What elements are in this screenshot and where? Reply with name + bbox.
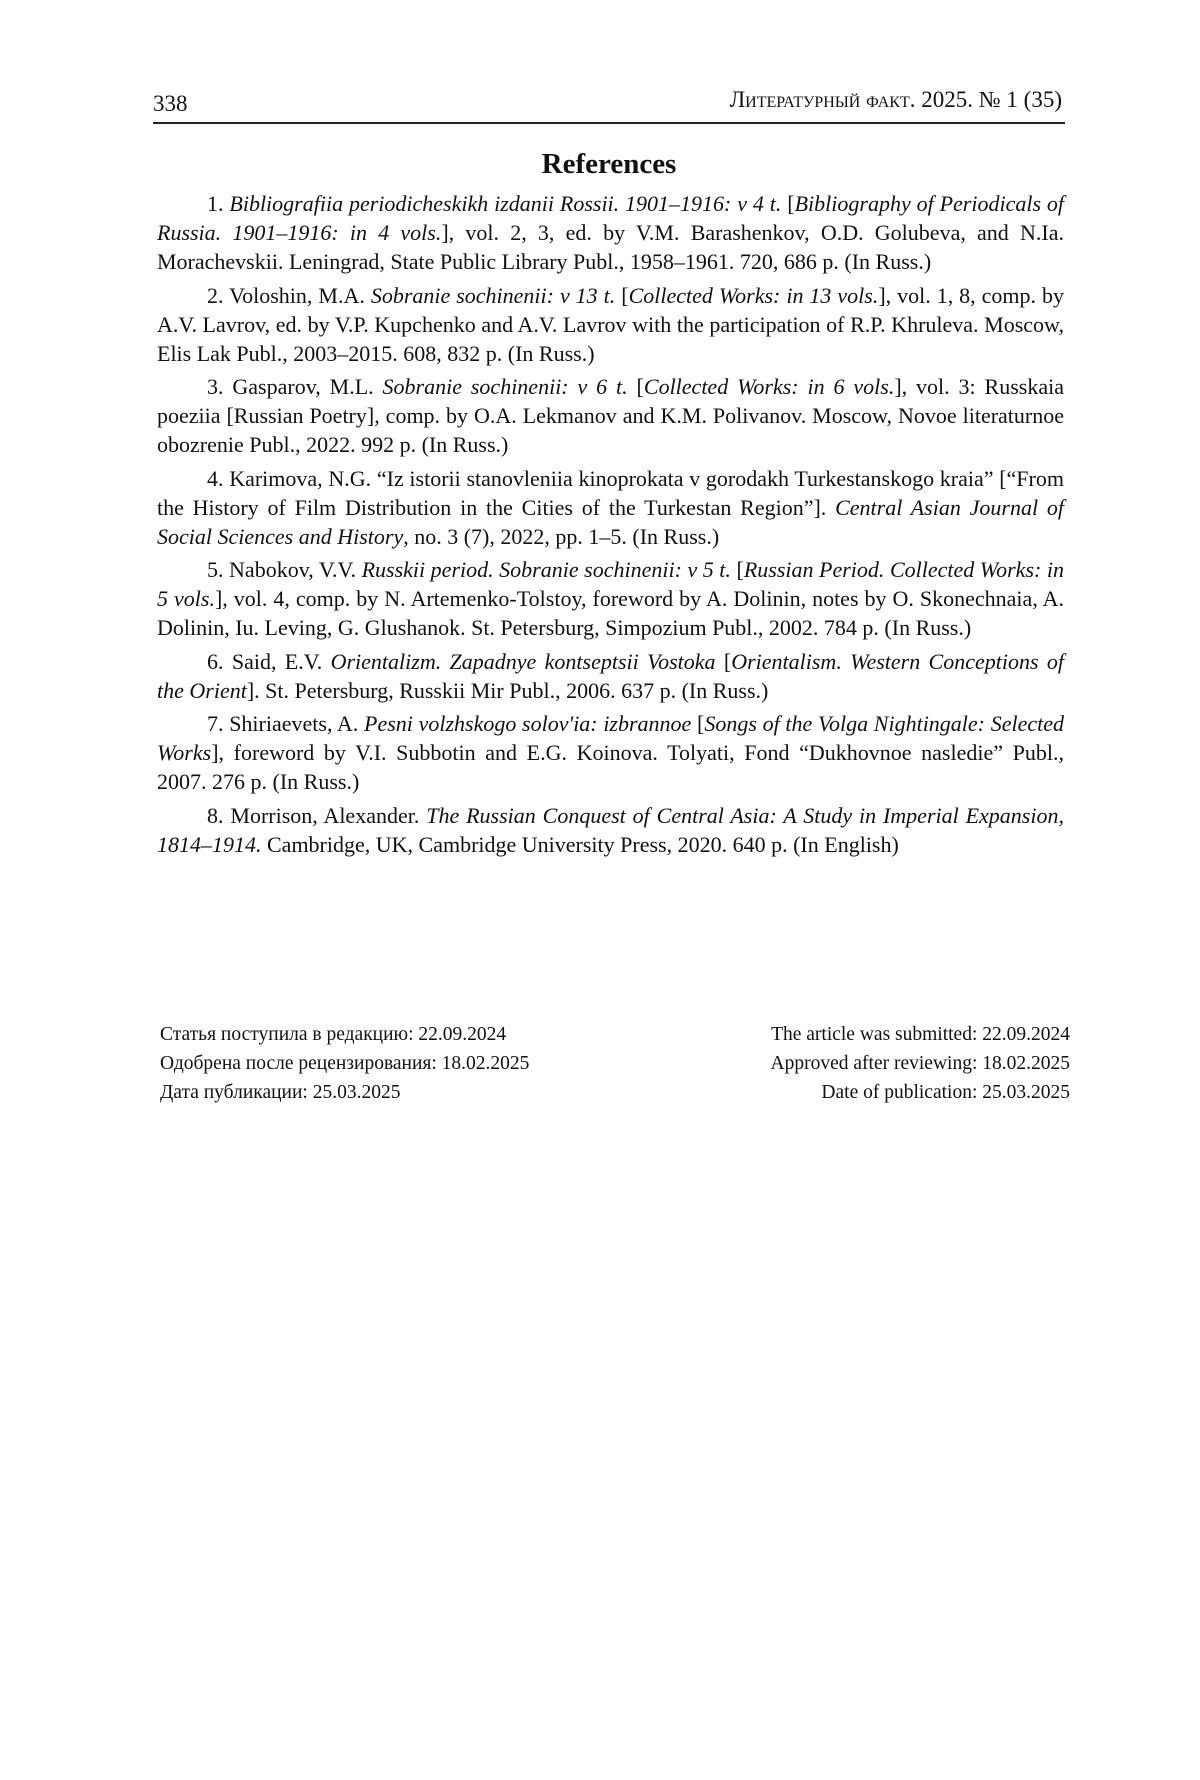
page-header xyxy=(153,85,1065,119)
reference-title: Central Asian Journal of Social Sciences and History xyxy=(157,494,1064,549)
reference-details: ], foreword by V.I. Subbotin and E.G. Koinova. Tolyati, Fond “Dukhovnoe nasledie” Publ., 2007. 276 p. (In Russ.) xyxy=(157,740,1064,794)
reference-author: Voloshin, M.A. xyxy=(223,282,371,308)
reference-bracket: [ xyxy=(715,648,732,674)
reference-item xyxy=(157,281,1064,368)
approved-date-en: Approved after reviewing: 18.02.2025 xyxy=(770,1053,1070,1074)
reference-details: , no. 3 (7), 2022, pp. 1–5. (In Russ.) xyxy=(403,523,720,549)
reference-item xyxy=(157,464,1064,551)
reference-translation: Bibliography of Periodicals of Russia. 1901–1916: in 4 vols. xyxy=(157,191,1064,245)
reference-translation: Orientalism. Western Conceptions of the Orient xyxy=(157,648,1064,703)
reference-number: 1. xyxy=(207,191,224,216)
reference-number: 5. xyxy=(207,557,224,582)
reference-title: Orientalizm. Zapadnye kontseptsii Vostoka xyxy=(330,648,716,674)
references-list xyxy=(157,189,1064,863)
reference-author: Gasparov, M.L. xyxy=(223,374,383,399)
reference-bracket: [ xyxy=(730,557,744,582)
header-rule xyxy=(153,122,1065,124)
reference-bracket: [ xyxy=(615,282,629,308)
reference-details: Cambridge, UK, Cambridge University Press, 2020. 640 p. (In English) xyxy=(261,831,899,857)
reference-author: Nabokov, V.V. xyxy=(223,557,362,582)
published-date-ru: Дата публикации: 25.03.2025 xyxy=(160,1082,401,1103)
reference-title: Sobranie sochinenii: v 13 t. xyxy=(370,282,616,308)
reference-item xyxy=(157,189,1064,276)
journal-name: Литературный факт xyxy=(729,87,910,112)
published-date-en: Date of publication: 25.03.2025 xyxy=(821,1082,1070,1103)
reference-title: Sobranie sochinenii: v 6 t. xyxy=(382,374,628,399)
page-number: 338 xyxy=(153,91,188,116)
reference-author: Karimova, N.G. “Iz istorii stanovleniia kinoprokata v gorodakh Turkestanskogo kraia” [“From the History of Film Distribution in the Cities of the Turkestan Region”]. xyxy=(157,465,1064,520)
references-heading: References xyxy=(541,148,677,180)
reference-item xyxy=(157,555,1064,642)
reference-bracket: [ xyxy=(627,374,644,399)
reference-number: 7. xyxy=(207,711,224,736)
submitted-date-ru: Статья поступила в редакцию: 22.09.2024 xyxy=(160,1024,507,1045)
reference-details: ], vol. 1, 8, comp. by A.V. Lavrov, ed. by V.P. Kupchenko and A.V. Lavrov with the participation of R.P. Khruleva. Moscow, Elis Lak Publ., 2003–2015. 608, 832 p. (In Russ.) xyxy=(157,282,1064,366)
reference-translation: Collected Works: in 13 vols. xyxy=(628,282,879,308)
reference-item xyxy=(157,647,1064,705)
reference-title: Russkii period. Sobranie sochinenii: v 5 t. xyxy=(361,557,731,582)
reference-details: ]. St. Petersburg, Russkii Mir Publ., 2006. 637 p. (In Russ.) xyxy=(246,677,769,703)
reference-item xyxy=(157,709,1064,796)
reference-bracket: [ xyxy=(691,711,705,736)
reference-title: Bibliografiia periodicheskikh izdanii Rossii. 1901–1916: v 4 t. xyxy=(229,191,782,216)
reference-author: Said, E.V. xyxy=(223,648,331,674)
journal-title xyxy=(730,87,1062,113)
reference-number: 2. xyxy=(207,282,224,308)
reference-author: Morrison, Alexander. xyxy=(223,802,427,828)
reference-translation: Collected Works: in 6 vols. xyxy=(643,374,895,399)
reference-item xyxy=(157,801,1064,859)
reference-title: Pesni volzhskogo solov'ia: izbrannoe xyxy=(364,711,692,736)
reference-title: The Russian Conquest of Central Asia: A Study in Imperial Expansion, 1814–1914. xyxy=(157,802,1064,857)
reference-translation: Russian Period. Collected Works: in 5 vols. xyxy=(157,557,1064,611)
reference-details: ], vol. 4, comp. by N. Artemenko-Tolstoy, foreword by A. Dolinin, notes by O. Skonechnaia, A. Dolinin, Iu. Leving, G. Glushanok. St. Petersburg, Simpozium Publ., 2002. 784 p. (In Russ.) xyxy=(157,586,1064,640)
reference-details: ], vol. 3: Russkaia poeziia [Russian Poetry], comp. by O.A. Lekmanov and K.M. Polivanov. Moscow, Novoe literaturnoe obozrenie Publ., 2022. 992 p. (In Russ.) xyxy=(157,374,1064,457)
journal-issue: . 2025. № 1 (35) xyxy=(909,87,1062,112)
article-dates-ru xyxy=(160,1020,529,1107)
reference-number: 8. xyxy=(207,802,224,828)
reference-translation: Songs of the Volga Nightingale: Selected Works xyxy=(157,711,1064,765)
reference-number: 6. xyxy=(207,648,224,674)
approved-date-ru: Одобрена после рецензирования: 18.02.2025 xyxy=(160,1053,530,1074)
article-dates-en xyxy=(771,1020,1070,1107)
reference-details: ], vol. 2, 3, ed. by V.M. Barashenkov, O.D. Golubeva, and N.Ia. Morachevskii. Leningrad, State Public Library Publ., 1958–1961. 720, 686 p. (In Russ.) xyxy=(157,220,1064,274)
reference-bracket: [ xyxy=(781,191,795,216)
reference-number: 4. xyxy=(207,465,224,491)
submitted-date-en: The article was submitted: 22.09.2024 xyxy=(771,1024,1070,1045)
reference-number: 3. xyxy=(207,374,224,399)
reference-item xyxy=(157,372,1064,459)
reference-author: Shiriaevets, A. xyxy=(223,711,365,736)
